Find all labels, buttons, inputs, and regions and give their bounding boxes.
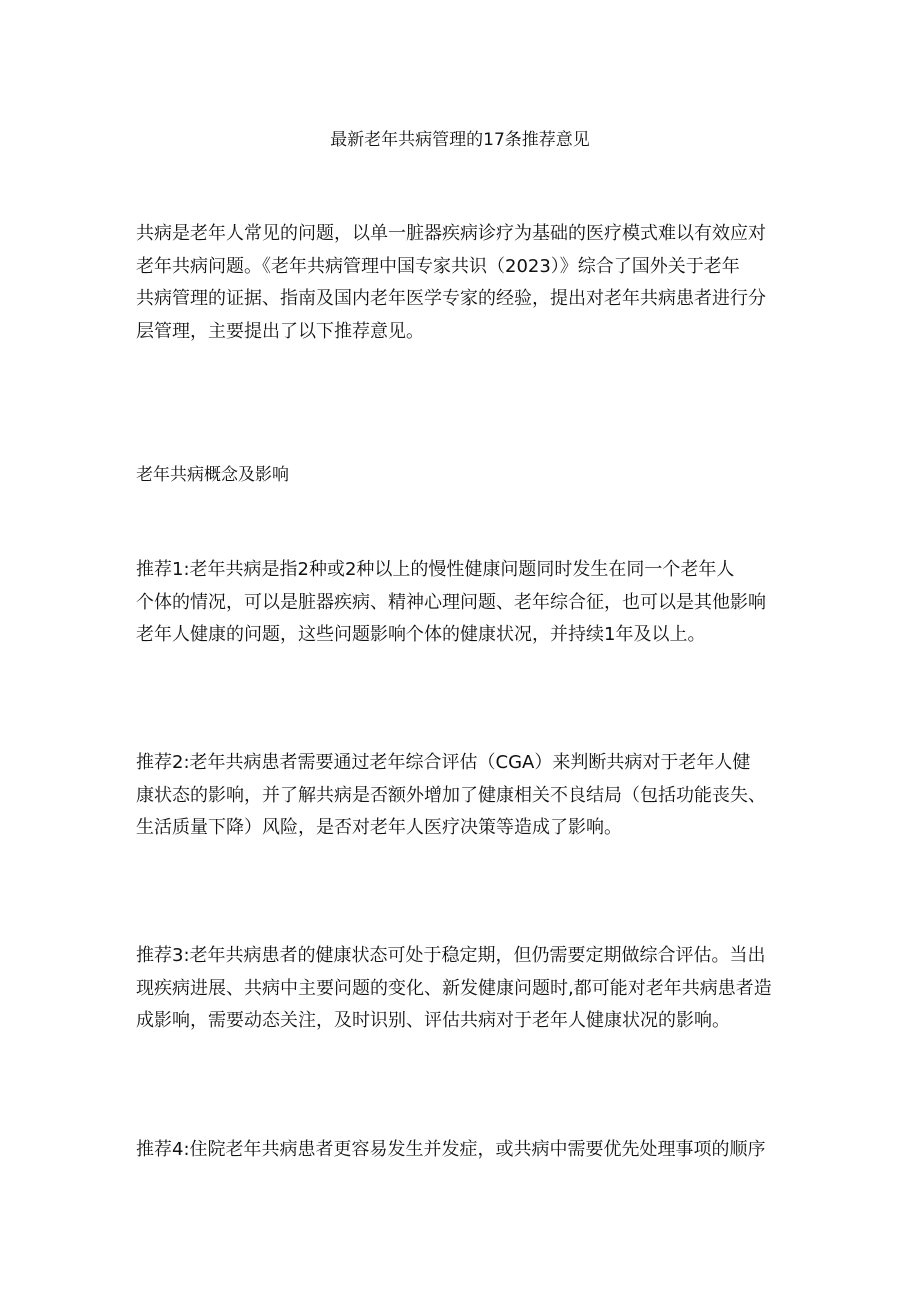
recommendation-3 [136, 940, 788, 1038]
intro-line: 共病管理的证据、指南及国内老年医学专家的经验，提出对老年共病患者进行分 [136, 288, 766, 309]
section-heading: 老年共病概念及影响 [136, 465, 289, 485]
recommendation-line: 推荐2:老年共病患者需要通过老年综合评估（CGA）来判断共病对于老年人健 [136, 752, 751, 773]
intro-line: 层管理，主要提出了以下推荐意见。 [136, 320, 424, 342]
intro-line: 共病是老年人常见的问题，以单一脏器疾病诊疗为基础的医疗模式难以有效应对 [136, 223, 766, 244]
recommendation-line: 康状态的影响，并了解共病是否额外增加了健康相关不良结局（包括功能丧失、 [136, 784, 766, 806]
recommendation-line: 推荐3:老年共病患者的健康状态可处于稳定期，但仍需要定期做综合评估。当出 [136, 945, 766, 966]
intro-paragraph [136, 218, 788, 348]
recommendation-line: 成影响，需要动态关注，及时识别、评估共病对于老年人健康状况的影响。 [136, 1010, 730, 1031]
recommendation-line: 老年人健康的问题，这些问题影响个体的健康状况，并持续1年及以上。 [136, 624, 706, 645]
recommendation-2 [136, 747, 788, 845]
recommendation-line: 推荐4:住院老年共病患者更容易发生并发症，或共病中需要优先处理事项的顺序 [136, 1139, 766, 1160]
intro-line: 老年共病问题。《老年共病管理中国专家共识（2023）》综合了国外关于老年 [136, 255, 740, 277]
recommendation-line: 推荐1:老年共病是指2种或2种以上的慢性健康问题同时发生在同一个老年人 [136, 559, 735, 580]
recommendation-line: 现疾病进展、共病中主要问题的变化、新发健康问题时,都可能对老年共病患者造 [136, 977, 772, 999]
recommendation-1 [136, 554, 788, 652]
recommendation-line: 生活质量下降）风险，是否对老年人医疗决策等造成了影响。 [136, 817, 622, 838]
recommendation-line: 个体的情况，可以是脏器疾病、精神心理问题、老年综合征，也可以是其他影响 [136, 591, 766, 613]
recommendation-4 [136, 1134, 788, 1167]
document-title: 最新老年共病管理的17条推荐意见 [330, 130, 590, 150]
